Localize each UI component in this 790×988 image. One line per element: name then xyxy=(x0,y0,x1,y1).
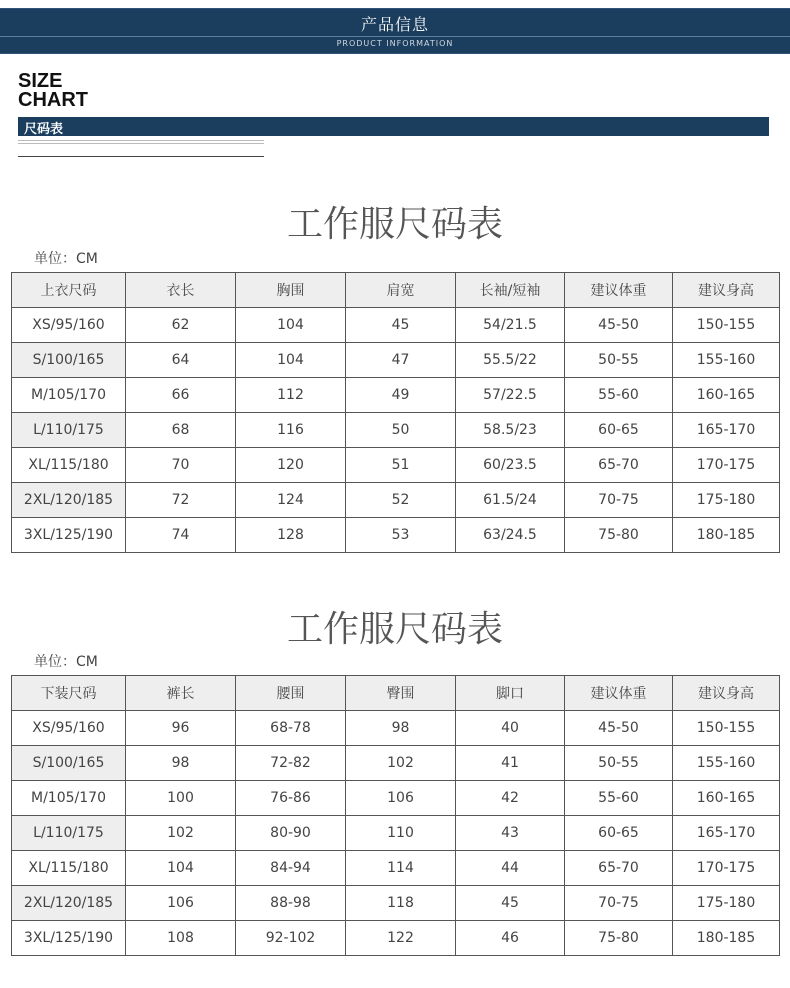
header-cell: 臀围 xyxy=(346,676,456,711)
size-cell: 2XL/120/185 xyxy=(12,886,126,921)
table-row xyxy=(12,816,780,851)
table-cell: 65-70 xyxy=(565,851,673,886)
table-cell: 70 xyxy=(126,448,236,483)
size-chart-bar xyxy=(18,117,769,136)
table-cell: 96 xyxy=(126,711,236,746)
header-cell: 下装尺码 xyxy=(12,676,126,711)
table-cell: 84-94 xyxy=(236,851,346,886)
table-cell: 70-75 xyxy=(565,483,673,518)
section-underline xyxy=(18,156,264,157)
table-cell: 106 xyxy=(346,781,456,816)
table-cell: 150-155 xyxy=(673,308,780,343)
table-cell: 175-180 xyxy=(673,483,780,518)
table-cell: 42 xyxy=(456,781,565,816)
table-cell: 66 xyxy=(126,378,236,413)
banner-divider xyxy=(0,36,790,37)
header-cell: 建议体重 xyxy=(565,676,673,711)
header-cell: 建议体重 xyxy=(565,273,673,308)
table-cell: 155-160 xyxy=(673,746,780,781)
table-cell: 45-50 xyxy=(565,711,673,746)
size-cell: XS/95/160 xyxy=(12,711,126,746)
table-cell: 104 xyxy=(236,308,346,343)
table-cell: 53 xyxy=(346,518,456,553)
table-cell: 49 xyxy=(346,378,456,413)
size-chart-line2: CHART xyxy=(18,89,88,111)
table-cell: 114 xyxy=(346,851,456,886)
table-cell: 170-175 xyxy=(673,448,780,483)
size-chart-heading xyxy=(18,72,88,110)
table-row xyxy=(12,921,780,956)
table-header-row xyxy=(12,676,780,711)
table-cell: 128 xyxy=(236,518,346,553)
table-row xyxy=(12,343,780,378)
table-cell: 55-60 xyxy=(565,781,673,816)
table-cell: 122 xyxy=(346,921,456,956)
table-cell: 64 xyxy=(126,343,236,378)
header-cell: 长袖/短袖 xyxy=(456,273,565,308)
bottoms-size-table xyxy=(11,675,780,956)
header-cell: 肩宽 xyxy=(346,273,456,308)
tops-unit-label: 单位：CM xyxy=(34,251,98,267)
size-cell: M/105/170 xyxy=(12,378,126,413)
table-cell: 80-90 xyxy=(236,816,346,851)
table-cell: 106 xyxy=(126,886,236,921)
size-cell: 3XL/125/190 xyxy=(12,921,126,956)
bottoms-unit-label: 单位：CM xyxy=(34,654,98,670)
size-cell: L/110/175 xyxy=(12,816,126,851)
table-cell: 110 xyxy=(346,816,456,851)
decorative-line xyxy=(18,143,264,144)
table-row xyxy=(12,413,780,448)
header-cell: 建议身高 xyxy=(673,273,780,308)
table-cell: 55-60 xyxy=(565,378,673,413)
table-row xyxy=(12,448,780,483)
table-cell: 50-55 xyxy=(565,746,673,781)
header-cell: 上衣尺码 xyxy=(12,273,126,308)
table-cell: 108 xyxy=(126,921,236,956)
table-cell: 45-50 xyxy=(565,308,673,343)
bottoms-table-title: 工作服尺码表 xyxy=(286,609,503,650)
table-cell: 60-65 xyxy=(565,816,673,851)
decorative-fine-text xyxy=(18,140,264,146)
table-row xyxy=(12,378,780,413)
table-cell: 65-70 xyxy=(565,448,673,483)
table-cell: 54/21.5 xyxy=(456,308,565,343)
table-row xyxy=(12,308,780,343)
table-row xyxy=(12,518,780,553)
table-cell: 180-185 xyxy=(673,921,780,956)
table-cell: 63/24.5 xyxy=(456,518,565,553)
table-cell: 50-55 xyxy=(565,343,673,378)
size-cell: S/100/165 xyxy=(12,746,126,781)
table-cell: 120 xyxy=(236,448,346,483)
size-cell: L/110/175 xyxy=(12,413,126,448)
size-cell: 2XL/120/185 xyxy=(12,483,126,518)
size-cell: XS/95/160 xyxy=(12,308,126,343)
table-cell: 72 xyxy=(126,483,236,518)
table-cell: 68 xyxy=(126,413,236,448)
size-chart-cn-label: 尺码表 xyxy=(24,122,64,137)
size-cell: M/105/170 xyxy=(12,781,126,816)
table-cell: 75-80 xyxy=(565,921,673,956)
table-cell: 160-165 xyxy=(673,378,780,413)
banner-subtitle: PRODUCT INFORMATION xyxy=(336,39,454,48)
table-cell: 180-185 xyxy=(673,518,780,553)
table-cell: 112 xyxy=(236,378,346,413)
table-cell: 118 xyxy=(346,886,456,921)
size-cell: 3XL/125/190 xyxy=(12,518,126,553)
table-cell: 60-65 xyxy=(565,413,673,448)
table-cell: 70-75 xyxy=(565,886,673,921)
table-cell: 170-175 xyxy=(673,851,780,886)
table-row xyxy=(12,483,780,518)
header-cell: 衣长 xyxy=(126,273,236,308)
table-cell: 62 xyxy=(126,308,236,343)
table-row xyxy=(12,886,780,921)
table-cell: 47 xyxy=(346,343,456,378)
size-cell: S/100/165 xyxy=(12,343,126,378)
table-cell: 68-78 xyxy=(236,711,346,746)
table-cell: 44 xyxy=(456,851,565,886)
table-cell: 52 xyxy=(346,483,456,518)
header-cell: 裤长 xyxy=(126,676,236,711)
table-cell: 92-102 xyxy=(236,921,346,956)
table-cell: 100 xyxy=(126,781,236,816)
header-cell: 腰围 xyxy=(236,676,346,711)
header-cell: 胸围 xyxy=(236,273,346,308)
table-cell: 72-82 xyxy=(236,746,346,781)
size-cell: XL/115/180 xyxy=(12,851,126,886)
table-cell: 58.5/23 xyxy=(456,413,565,448)
table-row xyxy=(12,851,780,886)
table-cell: 98 xyxy=(346,711,456,746)
header-cell: 脚口 xyxy=(456,676,565,711)
table-cell: 45 xyxy=(456,886,565,921)
tops-size-table xyxy=(11,272,780,553)
table-cell: 165-170 xyxy=(673,413,780,448)
table-cell: 60/23.5 xyxy=(456,448,565,483)
table-cell: 51 xyxy=(346,448,456,483)
table-cell: 88-98 xyxy=(236,886,346,921)
tops-table-title: 工作服尺码表 xyxy=(286,204,503,245)
table-cell: 160-165 xyxy=(673,781,780,816)
size-chart-line1: SIZE xyxy=(18,70,63,92)
table-row xyxy=(12,711,780,746)
table-cell: 150-155 xyxy=(673,711,780,746)
table-cell: 57/22.5 xyxy=(456,378,565,413)
table-cell: 75-80 xyxy=(565,518,673,553)
size-cell: XL/115/180 xyxy=(12,448,126,483)
table-row xyxy=(12,746,780,781)
table-header-row xyxy=(12,273,780,308)
table-cell: 104 xyxy=(126,851,236,886)
table-cell: 55.5/22 xyxy=(456,343,565,378)
table-cell: 61.5/24 xyxy=(456,483,565,518)
table-cell: 98 xyxy=(126,746,236,781)
table-cell: 102 xyxy=(126,816,236,851)
table-cell: 165-170 xyxy=(673,816,780,851)
table-row xyxy=(12,781,780,816)
table-cell: 124 xyxy=(236,483,346,518)
table-cell: 43 xyxy=(456,816,565,851)
table-cell: 104 xyxy=(236,343,346,378)
decorative-line xyxy=(18,140,264,141)
table-cell: 116 xyxy=(236,413,346,448)
product-info-banner xyxy=(0,8,790,54)
table-cell: 102 xyxy=(346,746,456,781)
table-cell: 46 xyxy=(456,921,565,956)
table-cell: 74 xyxy=(126,518,236,553)
table-cell: 175-180 xyxy=(673,886,780,921)
table-cell: 45 xyxy=(346,308,456,343)
table-cell: 76-86 xyxy=(236,781,346,816)
header-cell: 建议身高 xyxy=(673,676,780,711)
table-cell: 41 xyxy=(456,746,565,781)
table-cell: 40 xyxy=(456,711,565,746)
table-cell: 50 xyxy=(346,413,456,448)
banner-title: 产品信息 xyxy=(360,15,429,34)
table-cell: 155-160 xyxy=(673,343,780,378)
